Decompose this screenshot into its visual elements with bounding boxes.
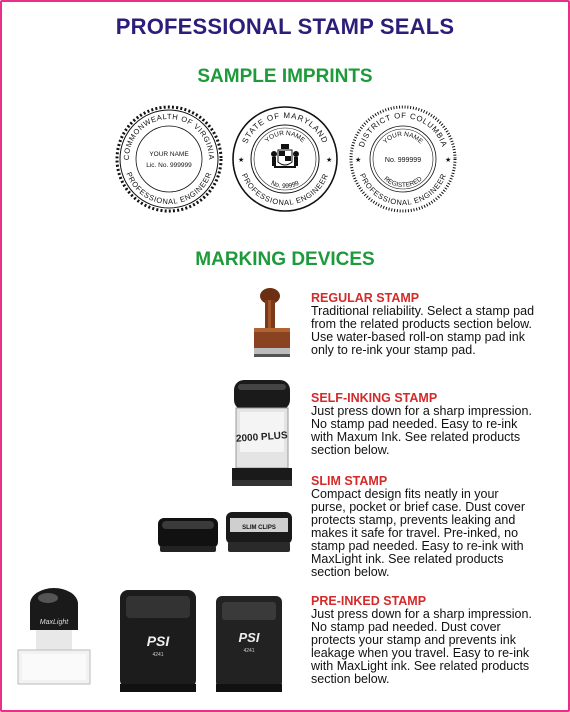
product-line: purse, pocket or brief case. Dust cover [311,500,525,514]
seal-maryland [230,104,340,214]
product-line: stamp pad needed. Easy to re-ink with [311,539,524,553]
svg-text:★: ★ [355,157,362,164]
product-line: section below. [311,565,390,579]
seal-serrated-ring [117,107,221,211]
product-line: leakage when you travel. Easy to re-ink [311,646,530,660]
product-name: SLIM STAMP [311,474,388,488]
seal-outer-text: COMMONWEALTH OF VIRGINIA [121,111,217,161]
seal-bottom-text: PROFESSIONAL ENGINEER [239,171,331,208]
seal-license: Lic. No. 999999 [146,162,192,169]
product-line: Just press down for a sharp impression. [311,404,532,418]
psi-label: PSI [146,633,170,649]
seal-bottom-text: PROFESSIONAL ENGINEER [357,171,449,208]
marking-devices-heading: MARKING DEVICES [195,249,375,270]
seal-name: YOUR NAME [149,151,189,158]
pre-inked-stamp-image [10,584,300,704]
maxlight-label: MaxLight [39,619,69,626]
seal-outer-text: STATE OF MARYLAND [240,110,330,145]
seal-inner-number: No. 99999 [269,179,301,191]
psi-model: 4241 [243,648,255,654]
svg-text:★: ★ [238,157,245,164]
product-line: with Maxum Ink. See related products [311,430,521,444]
selfink-brand-label: 2000 PLUS [235,430,288,445]
product-name: REGULAR STAMP [311,291,420,305]
svg-text:★: ★ [445,157,452,164]
product-pre-inked-stamp [311,594,561,686]
product-line: section below. [311,672,390,686]
seal-inner-registered: REGISTERED [382,175,424,190]
sample-imprints-heading: SAMPLE IMPRINTS [197,66,373,87]
product-line: No stamp pad needed. Dust cover [311,620,501,634]
product-line: Use water-based roll-on stamp pad ink [311,330,525,344]
seal-virginia [114,104,224,214]
psi-label: PSI [238,630,260,645]
seal-outer-text: DISTRICT OF COLUMBIA [356,110,450,149]
product-regular-stamp [311,291,561,357]
product-line: from the related products section below. [311,317,532,331]
svg-text:No. 99999 [270,180,301,190]
regular-stamp-image [246,286,296,360]
product-line: Traditional reliability. Select a stamp pad [311,304,535,318]
slim-label: SLIM CLIPS [242,525,276,531]
product-line: MaxLight ink. See related products [311,552,504,566]
product-name: SELF-INKING STAMP [311,391,438,405]
seal-district-of-columbia [348,104,458,214]
product-line: protects stamp, prevents leaking and [311,513,516,527]
product-self-inking-stamp [311,391,561,457]
product-line: only to re-ink your stamp pad. [311,343,476,357]
page-title: PROFESSIONAL STAMP SEALS [115,14,455,39]
seal-inner-name: YOUR NAME [263,129,307,145]
seal-inner-name: YOUR NAME [381,130,425,146]
product-line: with MaxLight ink. See related products [311,659,530,673]
product-line: No stamp pad needed. Easy to re-ink [311,417,518,431]
slim-stamp-image [156,508,296,558]
self-inking-stamp-image [230,380,294,488]
seal-number: No. 999999 [384,157,422,164]
maryland-crest-icon [271,144,299,168]
product-line: makes it safe for travel. Pre-inked, no [311,526,519,540]
psi-model: 4241 [152,652,164,658]
product-line: Compact design fits neatly in your [311,487,499,501]
product-name: PRE-INKED STAMP [311,594,427,608]
product-line: section below. [311,443,390,457]
svg-text:REGISTERED [382,175,423,189]
svg-text:★: ★ [326,157,333,164]
product-line: protects your stamp and prevents ink [311,633,516,647]
product-line: Just press down for a sharp impression. [311,607,532,621]
seal-bottom-text: PROFESSIONAL ENGINEER [124,170,214,207]
product-slim-stamp [311,474,561,579]
